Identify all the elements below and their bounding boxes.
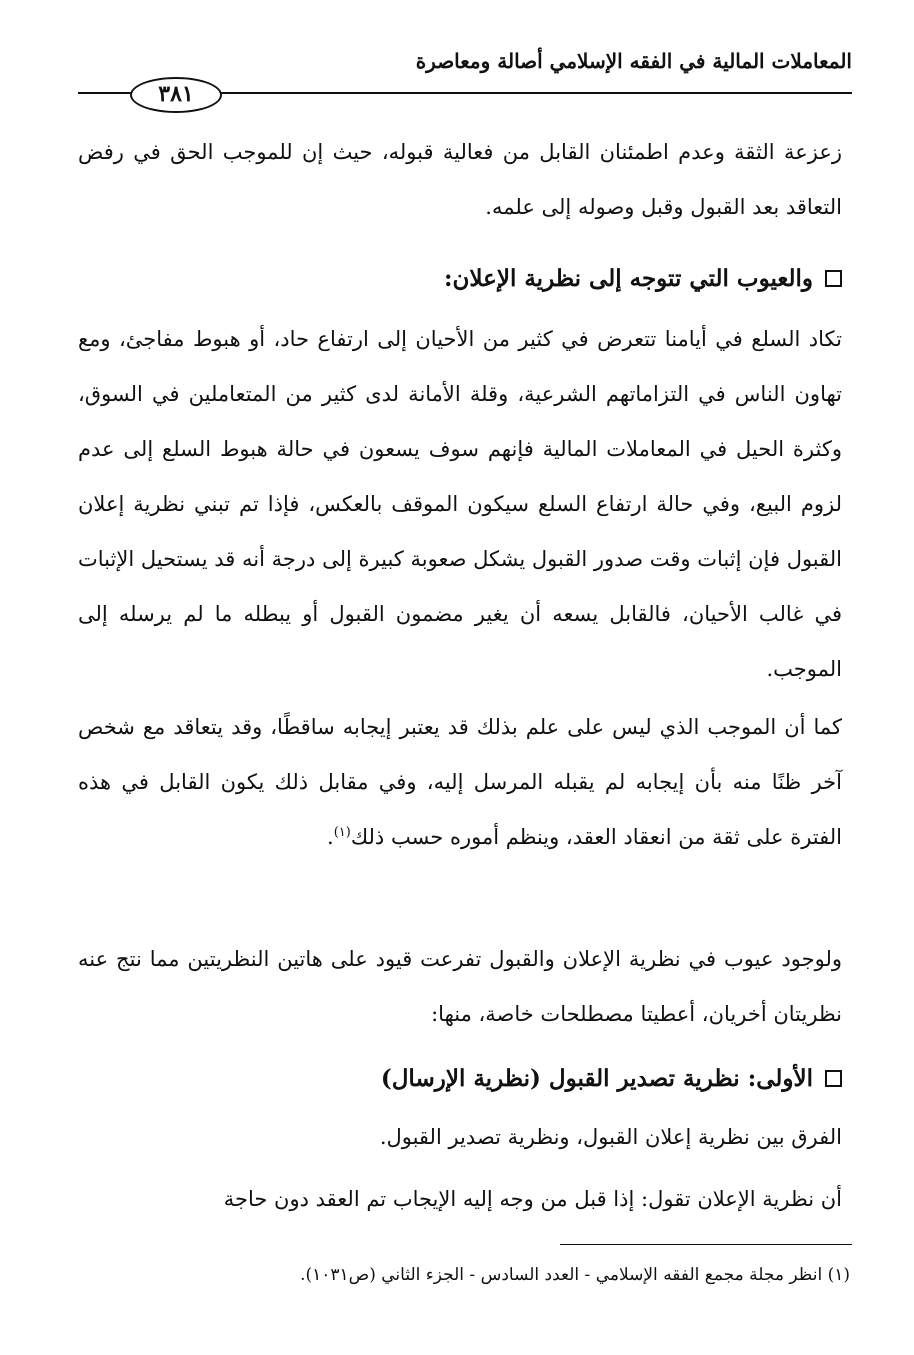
paragraph-3 — [78, 700, 842, 865]
paragraph-5: الفرق بين نظرية إعلان القبول، ونظرية تصدير القبول. — [379, 1125, 842, 1149]
paragraph-1: زعزعة الثقة وعدم اطمئنان القابل من فعالية قبوله، حيث إن للموجب الحق في رفض التعاقد بعد القبول وقبل وصوله إلى علمه. — [78, 140, 842, 219]
running-header-title: المعاملات المالية في الفقه الإسلامي أصالة ومعاصرة — [415, 49, 852, 73]
checkbox-square-icon — [825, 270, 842, 287]
checkbox-square-icon — [825, 1070, 842, 1087]
section-heading-defects-text: والعيوب التي تتوجه إلى نظرية الإعلان: — [444, 265, 813, 292]
page-number: ٣٨١ — [130, 77, 222, 113]
paragraph-3-text: كما أن الموجب الذي ليس على علم بذلك قد يعتبر إيجابه ساقطًا، وقد يتعاقد مع شخص آخر ظنًا منه بأن إيجابه لم يقبله المرسل إليه، وفي مقابل ذلك يكون القابل في هذه الفترة على ثقة من انعقاد العقد، وينظم أموره حسب ذلك — [78, 715, 842, 849]
section-heading-defects — [78, 263, 842, 295]
footnote: (١) انظر مجلة مجمع الفقه الإسلامي - العدد السادس - الجزء الثاني (ص١٠٣١). — [300, 1265, 850, 1285]
footnote-reference: (١) — [333, 825, 351, 840]
paragraph-3-end: . — [327, 825, 334, 849]
paragraph-2: تكاد السلع في أيامنا تتعرض في كثير من الأحيان إلى ارتفاع حاد، أو هبوط مفاجئ، ومع تهاون الناس في التزاماتهم الشرعية، وقلة الأمانة لدى كثير من المتعاملين في السوق، وكثرة الحيل في المعاملات المالية فإنهم سوف يسعون في حالة هبوط السلع إلى عدم لزوم البيع، وفي حالة ارتفاع السلع سيكون الموقف بالعكس، فإذا تم تبني نظرية إعلان القبول فإن إثبات وقت صدور القبول يشكل صعوبة كبيرة إلى درجة أنه قد يستحيل الإثبات في غالب الأحيان، فالقابل يسعه أن يغير مضمون القبول أو يبطله ما لم يرسله إلى الموجب. — [78, 327, 842, 681]
section-heading-first-theory-text: الأولى: نظرية تصدير القبول (نظرية الإرسال) — [380, 1065, 813, 1092]
paragraph-4: ولوجود عيوب في نظرية الإعلان والقبول تفرعت قيود على هاتين النظريتين مما نتج عنه نظريتان أخريان، أعطيتا مصطلحات خاصة، منها: — [78, 947, 842, 1026]
paragraph-6: أن نظرية الإعلان تقول: إذا قبل من وجه إليه الإيجاب تم العقد دون حاجة — [223, 1187, 842, 1211]
footnote-rule — [560, 1244, 852, 1245]
section-heading-first-theory — [78, 1063, 842, 1095]
